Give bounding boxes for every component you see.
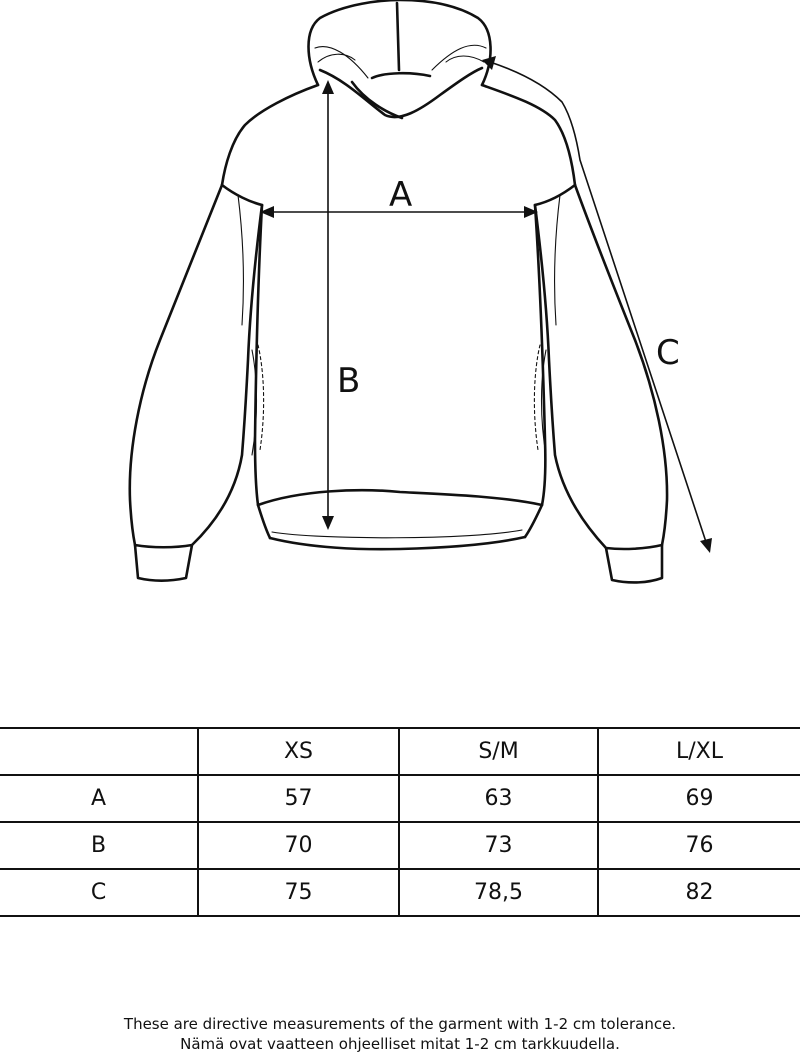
header-cell-empty	[0, 728, 198, 775]
dimension-c-arrowhead-bottom	[700, 538, 712, 553]
neck-overlap	[352, 82, 402, 118]
header-cell-xs: XS	[198, 728, 399, 775]
row-label: A	[0, 775, 198, 822]
dimension-b-arrowhead-bottom	[322, 516, 334, 530]
hood-center-seam	[397, 3, 399, 70]
header-cell-lxl: L/XL	[598, 728, 800, 775]
row-label: B	[0, 822, 198, 869]
table-cell: 73	[399, 822, 598, 869]
right-cuff	[606, 545, 662, 582]
table-cell: 75	[198, 869, 399, 916]
table-row	[0, 869, 800, 916]
hem-inner	[272, 530, 522, 538]
note-english: These are directive measurements of the garment with 1-2 cm tolerance.	[123, 1015, 677, 1033]
table-cell: 82	[598, 869, 800, 916]
table-cell: 76	[598, 822, 800, 869]
body-left-shoulder	[222, 85, 318, 185]
left-cuff	[135, 545, 192, 581]
right-pocket-seam	[534, 345, 540, 450]
table-cell: 70	[198, 822, 399, 869]
table-cell: 57	[198, 775, 399, 822]
hem-right-edge	[525, 505, 542, 537]
hem-bottom	[270, 537, 525, 549]
table-header-row	[0, 728, 800, 775]
dimension-c-line	[490, 62, 706, 542]
hood-fold-right	[446, 56, 484, 62]
table-cell: 63	[399, 775, 598, 822]
left-armhole	[222, 185, 262, 205]
table-row	[0, 822, 800, 869]
row-label: C	[0, 869, 198, 916]
hem-top	[258, 490, 542, 505]
dimension-b-arrowhead-top	[322, 80, 334, 94]
dimension-b-label: B	[337, 361, 361, 401]
left-sleeve-fold	[238, 195, 243, 325]
table-row	[0, 775, 800, 822]
left-pocket-seam	[258, 345, 264, 450]
measurement-notes	[0, 1014, 800, 1054]
right-sleeve-inner	[535, 205, 606, 548]
hood-inner-right	[432, 45, 486, 70]
dimension-c-label: C	[656, 333, 680, 373]
right-sleeve-fold	[555, 195, 560, 325]
right-armhole	[535, 185, 575, 205]
header-cell-sm: S/M	[399, 728, 598, 775]
dimension-a-label: A	[389, 175, 413, 215]
left-sleeve-inner	[192, 205, 262, 545]
neck-inner	[372, 73, 430, 78]
hem-left-edge	[258, 505, 270, 538]
note-finnish: Nämä ovat vaatteen ohjeelliset mitat 1-2 cm tarkkuudella.	[180, 1035, 620, 1053]
table-cell: 78,5	[399, 869, 598, 916]
size-table	[0, 727, 800, 917]
neck-opening	[320, 68, 482, 117]
right-sleeve-outer	[575, 185, 667, 545]
table-cell: 69	[598, 775, 800, 822]
left-sleeve-outer	[130, 185, 222, 545]
hood-inner-left	[315, 47, 368, 78]
